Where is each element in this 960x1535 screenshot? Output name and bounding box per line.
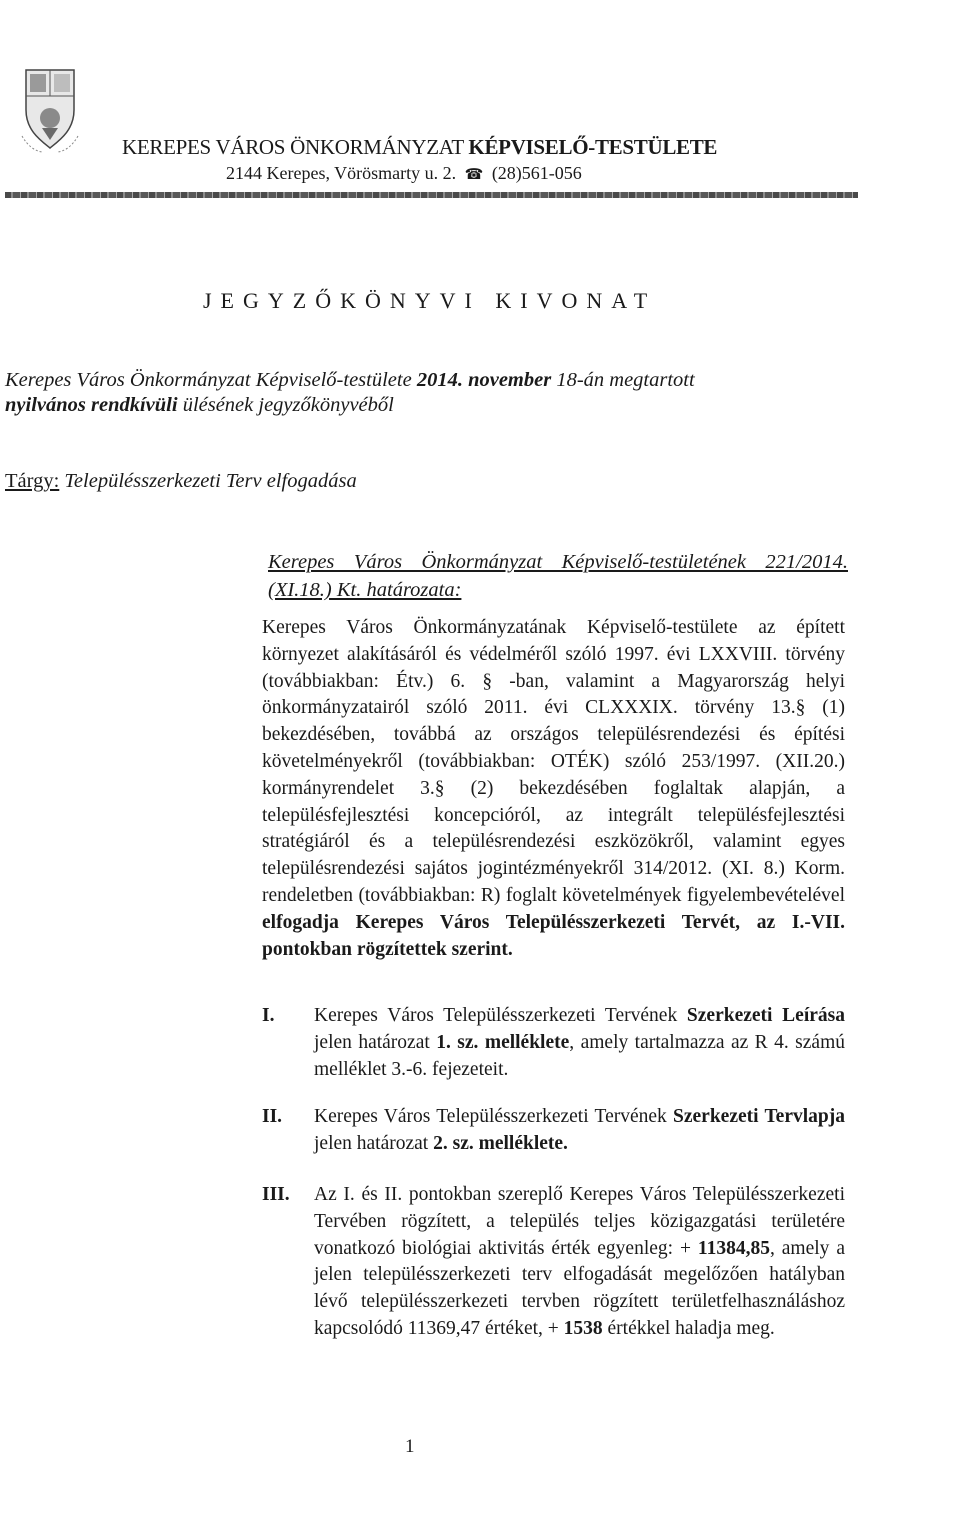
- list-item-text: [314, 1182, 845, 1343]
- document-title: JEGYZŐKÖNYVI KIVONAT: [203, 288, 657, 313]
- intro-part: Kerepes Város Önkormányzat Képviselő-testülete: [5, 369, 417, 391]
- resolution-heading: Kerepes Város Önkormányzat Képviselő-testületének 221/2014.(XI.18.) Kt. határozata:: [268, 551, 848, 601]
- header-divider: [5, 192, 858, 198]
- list-item-text: [314, 1104, 845, 1158]
- telephone-icon: ☎: [464, 167, 484, 183]
- resolution-decision-bold: elfogadja Kerepes Város Településszerkezeti Tervét, az I.-VII. pontokban rögzítettek szerint.: [262, 911, 845, 960]
- item-text-part: értékkel haladja meg.: [602, 1317, 775, 1339]
- list-item-number: I.: [262, 1005, 275, 1026]
- item-text-part: jelen határozat: [314, 1031, 437, 1053]
- letterhead-address: [226, 163, 582, 184]
- coat-of-arms-icon: [20, 66, 80, 154]
- page-number: 1: [405, 1436, 415, 1457]
- phone-number: (28)561-056: [491, 163, 582, 183]
- letterhead-title-plain: KEREPES VÁROS ÖNKORMÁNYZAT: [122, 135, 469, 159]
- address-text: 2144 Kerepes, Vörösmarty u. 2.: [226, 163, 457, 183]
- letterhead-title-bold: KÉPVISELŐ-TESTÜLETE: [468, 135, 718, 159]
- item-text-part: jelen határozat: [314, 1132, 434, 1154]
- item-text-part: , amely a jelen településszerkezeti terv elfogadását megelőzően hatályban lévő településszerkezeti tervben rögzített területfelhasználáshoz kapcsolódó 11369,47 értéket, +: [314, 1237, 845, 1339]
- item-text-part: , amely tartalmazza az R 4. számú melléklet 3.-6. fejezeteit.: [314, 1031, 845, 1080]
- item-text-bold: 1. sz. melléklete: [436, 1031, 570, 1053]
- item-text-part: Kerepes Város Településszerkezeti Tervének: [314, 1106, 674, 1127]
- item-text-bold: 1538: [563, 1317, 603, 1339]
- subject-label: Tárgy:: [5, 470, 60, 492]
- intro-paragraph: [5, 368, 845, 418]
- list-item-number: III.: [262, 1184, 290, 1205]
- intro-session-bold: nyilvános rendkívüli: [5, 394, 178, 416]
- letterhead-title: [122, 135, 717, 160]
- subject-line: [5, 470, 357, 493]
- item-text-bold: 11384,85: [697, 1237, 770, 1259]
- item-text-bold: Szerkezeti Tervlapja: [673, 1106, 845, 1127]
- item-text-part: Az I. és II. pontokban szereplő Kerepes Város Településszerkezeti Tervében rögzített, a település teljes közigazgatási területére vonatkozó biológiai aktivitás érték egyenleg: +: [314, 1184, 845, 1259]
- item-text-part: Kerepes Város Településszerkezeti Tervének: [314, 1005, 687, 1026]
- subject-text: Településszerkezeti Terv elfogadása: [59, 470, 357, 492]
- list-item-text: [314, 1003, 845, 1083]
- resolution-body: [262, 615, 845, 963]
- list-item-number: II.: [262, 1106, 283, 1127]
- item-text-bold: 2. sz. melléklete.: [433, 1132, 568, 1154]
- item-text-bold: Szerkezeti Leírása: [686, 1005, 845, 1026]
- resolution-body-text: Kerepes Város Önkormányzatának Képviselő-testülete az épített környezet alakításáról és védelméről szóló 1997. évi LXXVIII. törvény (továbbiakban: Étv.) 6. § -ban, valamint a Magyarország helyi önkormányzatairól szóló 2011. évi CLXXXIX. törvény 13.§ (1) bekezdésében, továbbá az országos településrendezési és építési követelményekről (továbbiakban: OTÉK) szóló 253/1997. (XII.20.) kormányrendelet 3.§ (2) bekezdésében foglaltak alapján, a településfejlesztési koncepcióról, az integrált településfejlesztési stratégiáról és a településrendezési eszközökről, valamint egyes településrendezési sajátos jogintézményekről 314/2012. (XI. 8.) Korm. rendeletben (továbbiakban: R) foglalt követelmények figyelembevételével: [262, 617, 845, 906]
- intro-part: ülésének jegyzőkönyvéből: [177, 394, 394, 416]
- intro-date-bold: 2014. november: [416, 369, 552, 391]
- intro-part: 18-án megtartott: [551, 369, 695, 391]
